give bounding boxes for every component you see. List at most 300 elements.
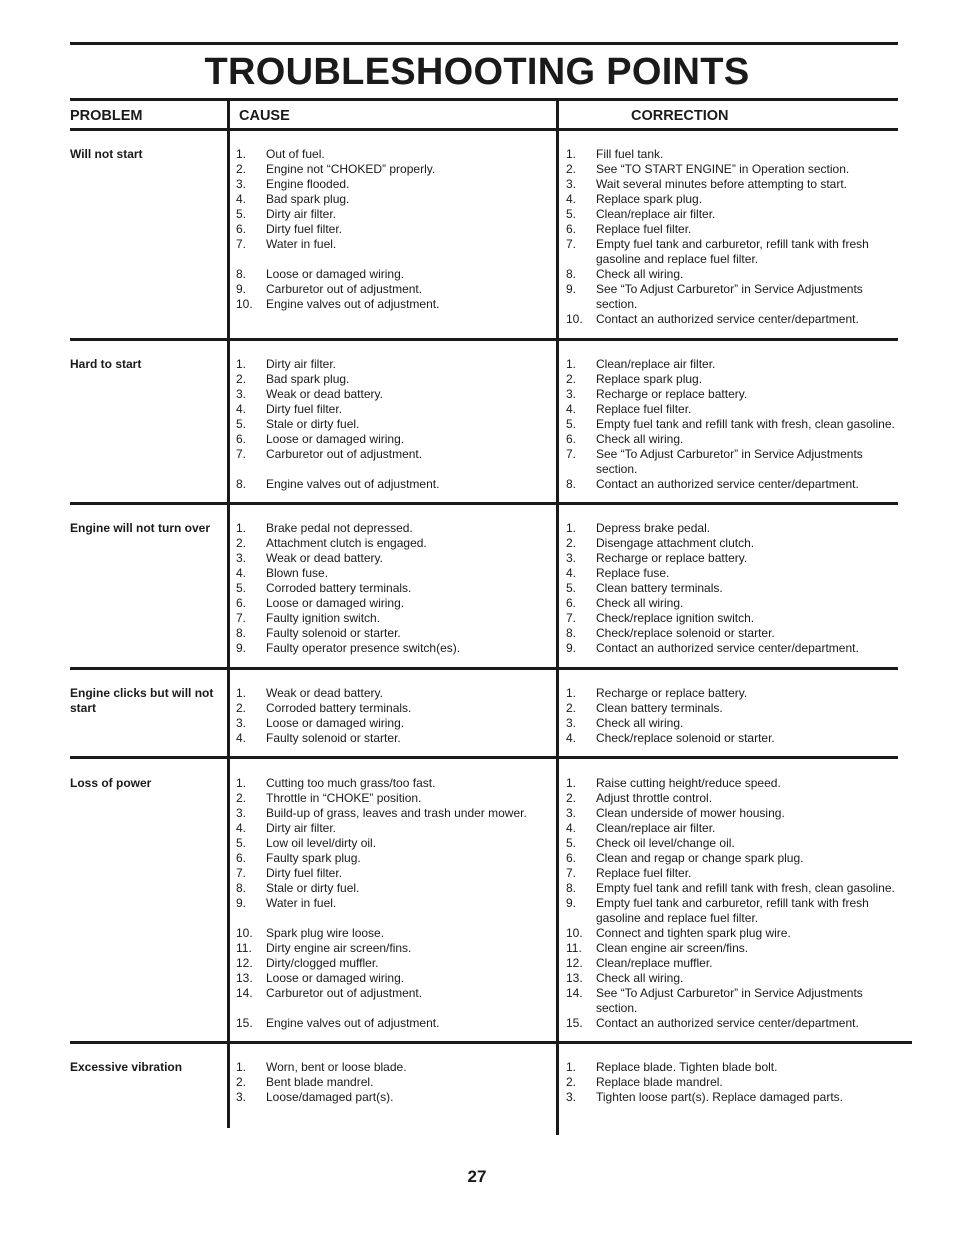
item-text: Weak or dead battery. — [266, 551, 383, 565]
item-text: Empty fuel tank and carburetor, refill tank with fresh gasoline and replace fuel filter. — [596, 237, 869, 266]
item-text: Adjust throttle control. — [596, 791, 713, 805]
item-number: 3. — [566, 1090, 577, 1104]
correction-list — [566, 686, 896, 746]
item-number: 2. — [566, 791, 577, 805]
item-number: 8. — [566, 626, 577, 640]
item-number: 15. — [236, 1016, 253, 1030]
row-divider — [70, 756, 898, 759]
item-text: Empty fuel tank and refill tank with fresh, clean gasoline. — [596, 417, 895, 431]
list-item — [236, 971, 554, 986]
item-text: Bad spark plug. — [266, 192, 350, 206]
list-item — [236, 611, 554, 626]
item-text: Replace fuel filter. — [596, 402, 692, 416]
item-number: 7. — [236, 611, 247, 625]
item-number: 10. — [236, 297, 253, 311]
item-number: 8. — [236, 477, 247, 491]
cause-list — [236, 147, 554, 312]
list-item — [566, 1060, 896, 1075]
list-item — [566, 551, 896, 566]
list-item — [566, 267, 896, 282]
list-item — [236, 147, 554, 162]
list-item — [566, 387, 896, 402]
cause-list — [236, 686, 554, 746]
list-item — [236, 926, 554, 941]
item-text: Build-up of grass, leaves and trash under mower. — [266, 806, 527, 820]
problem-label: Engine will not turn over — [70, 521, 211, 535]
item-number: 4. — [566, 402, 577, 416]
item-text: Clean battery terminals. — [596, 701, 723, 715]
list-item — [566, 881, 896, 896]
item-number: 7. — [236, 866, 247, 880]
item-number: 9. — [236, 896, 247, 910]
item-number: 5. — [236, 836, 247, 850]
list-item — [236, 701, 554, 716]
list-item — [236, 192, 554, 207]
item-text: Stale or dirty fuel. — [266, 881, 360, 895]
item-number: 1. — [236, 521, 247, 535]
header-bottom-rule — [70, 128, 898, 131]
list-item — [566, 282, 896, 312]
list-item — [236, 806, 554, 821]
item-number: 2. — [566, 372, 577, 386]
item-text: Contact an authorized service center/department. — [596, 641, 859, 655]
item-text: Water in fuel. — [266, 237, 337, 251]
item-text: Check/replace solenoid or starter. — [596, 731, 775, 745]
item-text: Replace blade. Tighten blade bolt. — [596, 1060, 778, 1074]
item-text: Engine not “CHOKED” properly. — [266, 162, 436, 176]
list-item — [236, 836, 554, 851]
item-text: Replace spark plug. — [596, 192, 703, 206]
list-item — [566, 1016, 896, 1031]
list-item — [236, 477, 554, 492]
item-number: 9. — [236, 641, 247, 655]
list-item — [236, 297, 554, 312]
item-number: 11. — [566, 941, 582, 955]
item-number: 6. — [236, 222, 247, 236]
top-rule — [70, 42, 898, 45]
item-number: 6. — [566, 851, 577, 865]
list-item — [566, 536, 896, 551]
problem-label: Engine clicks but will not start — [70, 686, 214, 715]
item-number: 2. — [566, 701, 577, 715]
list-item — [566, 701, 896, 716]
item-number: 10. — [566, 926, 583, 940]
item-text: Contact an authorized service center/department. — [596, 1016, 859, 1030]
list-item — [236, 372, 554, 387]
item-text: Faulty spark plug. — [266, 851, 361, 865]
item-number: 7. — [566, 447, 577, 461]
problem-label: Loss of power — [70, 776, 152, 790]
item-number: 9. — [236, 282, 247, 296]
list-item — [236, 387, 554, 402]
item-number: 6. — [236, 596, 247, 610]
item-number: 1. — [236, 357, 247, 371]
item-number: 3. — [566, 806, 577, 820]
list-item — [236, 791, 554, 806]
item-number: 1. — [566, 521, 577, 535]
header-correction: CORRECTION — [631, 108, 729, 124]
list-item — [236, 1016, 554, 1031]
item-text: Engine flooded. — [266, 177, 350, 191]
item-number: 6. — [236, 851, 247, 865]
row-divider — [70, 1041, 912, 1044]
list-item — [566, 566, 896, 581]
list-item — [566, 821, 896, 836]
list-item — [236, 596, 554, 611]
list-item — [566, 596, 896, 611]
list-item — [236, 222, 554, 237]
item-number: 2. — [566, 536, 577, 550]
page-title: TROUBLESHOOTING POINTS — [204, 51, 750, 93]
list-item — [566, 941, 896, 956]
item-number: 1. — [566, 357, 577, 371]
item-text: Replace blade mandrel. — [596, 1075, 723, 1089]
item-number: 7. — [566, 237, 577, 251]
list-item — [566, 776, 896, 791]
list-item — [566, 357, 896, 372]
item-number: 7. — [566, 866, 577, 880]
item-text: See “To Adjust Carburetor” in Service Adjustments section. — [596, 447, 863, 476]
item-number: 2. — [566, 162, 577, 176]
item-text: Bent blade mandrel. — [266, 1075, 374, 1089]
item-number: 7. — [566, 611, 577, 625]
list-item — [566, 477, 896, 492]
item-number: 5. — [566, 207, 577, 221]
cause-list — [236, 357, 554, 492]
list-item — [236, 731, 554, 746]
list-item — [236, 866, 554, 881]
item-text: Check oil level/change oil. — [596, 836, 735, 850]
list-item — [236, 551, 554, 566]
list-item — [236, 447, 554, 462]
item-text: Contact an authorized service center/department. — [596, 312, 859, 326]
item-text: Clean underside of mower housing. — [596, 806, 785, 820]
item-text: Clean battery terminals. — [596, 581, 723, 595]
item-number: 5. — [236, 417, 247, 431]
list-item — [236, 881, 554, 896]
list-item — [236, 986, 554, 1001]
list-item — [236, 237, 554, 252]
item-number: 5. — [566, 581, 577, 595]
item-number: 3. — [566, 716, 577, 730]
header-problem: PROBLEM — [70, 108, 143, 124]
item-text: Weak or dead battery. — [266, 686, 383, 700]
list-item — [236, 267, 554, 282]
item-text: Carburetor out of adjustment. — [266, 986, 423, 1000]
list-item — [566, 641, 896, 656]
item-number: 4. — [236, 402, 247, 416]
item-number: 7. — [236, 237, 247, 251]
item-text: Dirty air filter. — [266, 357, 337, 371]
item-text: Engine valves out of adjustment. — [266, 1016, 440, 1030]
item-number: 1. — [236, 147, 247, 161]
list-item — [236, 716, 554, 731]
item-text: Loose or damaged wiring. — [266, 596, 405, 610]
item-number: 3. — [236, 806, 247, 820]
list-item — [236, 626, 554, 641]
item-text: Bad spark plug. — [266, 372, 350, 386]
item-text: Worn, bent or loose blade. — [266, 1060, 407, 1074]
list-item — [236, 282, 554, 297]
item-text: Raise cutting height/reduce speed. — [596, 776, 781, 790]
item-text: Faulty solenoid or starter. — [266, 731, 401, 745]
item-text: Fill fuel tank. — [596, 147, 664, 161]
item-number: 3. — [566, 387, 577, 401]
item-text: Check/replace ignition switch. — [596, 611, 755, 625]
item-number: 1. — [566, 686, 577, 700]
list-item — [236, 941, 554, 956]
list-item — [236, 956, 554, 971]
list-item — [566, 791, 896, 806]
item-text: Faulty solenoid or starter. — [266, 626, 401, 640]
item-number: 8. — [566, 881, 577, 895]
item-number: 12. — [566, 956, 583, 970]
item-text: See “To Adjust Carburetor” in Service Adjustments section. — [596, 986, 863, 1015]
item-text: Dirty fuel filter. — [266, 402, 343, 416]
item-text: Dirty fuel filter. — [266, 866, 343, 880]
item-number: 3. — [236, 716, 247, 730]
item-text: Wait several minutes before attempting to start. — [596, 177, 847, 191]
item-text: See “TO START ENGINE” in Operation section. — [596, 162, 850, 176]
list-item — [236, 1060, 554, 1075]
item-number: 14. — [236, 986, 253, 1000]
list-item — [566, 372, 896, 387]
list-item — [566, 1090, 896, 1105]
item-number: 1. — [566, 147, 577, 161]
item-text: Water in fuel. — [266, 896, 337, 910]
item-number: 3. — [236, 177, 247, 191]
list-item — [566, 417, 896, 432]
item-text: Carburetor out of adjustment. — [266, 447, 423, 461]
list-item — [236, 432, 554, 447]
item-text: Loose or damaged wiring. — [266, 267, 405, 281]
item-text: Stale or dirty fuel. — [266, 417, 360, 431]
list-item — [566, 402, 896, 417]
item-number: 9. — [566, 282, 577, 296]
item-number: 2. — [566, 1075, 577, 1089]
item-text: Corroded battery terminals. — [266, 581, 412, 595]
list-item — [566, 836, 896, 851]
list-item — [566, 432, 896, 447]
correction-list — [566, 1060, 896, 1105]
item-text: Brake pedal not depressed. — [266, 521, 413, 535]
item-text: Engine valves out of adjustment. — [266, 297, 440, 311]
item-text: Empty fuel tank and refill tank with fresh, clean gasoline. — [596, 881, 895, 895]
list-item — [236, 357, 554, 372]
item-text: Dirty engine air screen/fins. — [266, 941, 412, 955]
item-number: 2. — [236, 536, 247, 550]
list-item — [236, 566, 554, 581]
item-text: Loose/damaged part(s). — [266, 1090, 394, 1104]
list-item — [566, 521, 896, 536]
list-item — [566, 716, 896, 731]
item-number: 9. — [566, 896, 577, 910]
list-item — [566, 237, 896, 267]
item-number: 5. — [236, 581, 247, 595]
item-number: 9. — [566, 641, 577, 655]
list-item — [236, 686, 554, 701]
item-text: Blown fuse. — [266, 566, 329, 580]
correction-list — [566, 776, 896, 1031]
item-text: Clean/replace air filter. — [596, 357, 716, 371]
item-number: 8. — [566, 477, 577, 491]
item-number: 4. — [566, 821, 577, 835]
item-text: Loose or damaged wiring. — [266, 716, 405, 730]
item-number: 8. — [236, 881, 247, 895]
item-text: Dirty fuel filter. — [266, 222, 343, 236]
list-item — [236, 162, 554, 177]
item-text: Replace fuel filter. — [596, 222, 692, 236]
item-number: 7. — [236, 447, 247, 461]
item-number: 4. — [236, 821, 247, 835]
item-number: 3. — [566, 551, 577, 565]
problem-label: Will not start — [70, 147, 143, 161]
list-item — [566, 1075, 896, 1090]
item-text: Dirty/clogged muffler. — [266, 956, 379, 970]
list-item — [236, 1090, 554, 1105]
list-item — [566, 851, 896, 866]
item-number: 11. — [236, 941, 252, 955]
correction-column-divider — [556, 98, 559, 1135]
list-item — [566, 222, 896, 237]
item-number: 3. — [236, 387, 247, 401]
list-item — [566, 147, 896, 162]
item-number: 10. — [236, 926, 253, 940]
item-text: See “To Adjust Carburetor” in Service Adjustments section. — [596, 282, 863, 311]
header-cause: CAUSE — [239, 108, 290, 124]
cause-list — [236, 1060, 554, 1105]
item-number: 2. — [236, 162, 247, 176]
item-number: 13. — [566, 971, 583, 985]
list-item — [566, 626, 896, 641]
item-text: Check all wiring. — [596, 432, 684, 446]
row-divider — [70, 667, 898, 670]
list-item — [566, 177, 896, 192]
item-number: 4. — [566, 192, 577, 206]
cause-list — [236, 776, 554, 1031]
item-text: Carburetor out of adjustment. — [266, 282, 423, 296]
list-item — [236, 417, 554, 432]
item-number: 2. — [236, 1075, 247, 1089]
item-text: Clean/replace air filter. — [596, 207, 716, 221]
item-number: 6. — [566, 432, 577, 446]
list-item — [566, 971, 896, 986]
list-item — [566, 581, 896, 596]
list-item — [566, 686, 896, 701]
row-divider — [70, 502, 898, 505]
item-text: Faulty operator presence switch(es). — [266, 641, 461, 655]
item-text: Clean and regap or change spark plug. — [596, 851, 804, 865]
item-text: Dirty air filter. — [266, 821, 337, 835]
item-text: Check all wiring. — [596, 596, 684, 610]
item-number: 14. — [566, 986, 583, 1000]
item-number: 4. — [566, 566, 577, 580]
item-text: Low oil level/dirty oil. — [266, 836, 377, 850]
item-text: Disengage attachment clutch. — [596, 536, 755, 550]
item-number: 8. — [236, 626, 247, 640]
correction-list — [566, 357, 896, 492]
list-item — [236, 641, 554, 656]
item-text: Loose or damaged wiring. — [266, 971, 405, 985]
cause-list — [236, 521, 554, 656]
item-number: 6. — [566, 596, 577, 610]
item-text: Clean/replace air filter. — [596, 821, 716, 835]
row-divider — [70, 338, 898, 341]
list-item — [566, 806, 896, 821]
item-number: 6. — [566, 222, 577, 236]
list-item — [236, 402, 554, 417]
list-item — [236, 521, 554, 536]
correction-list — [566, 147, 896, 327]
item-number: 5. — [236, 207, 247, 221]
list-item — [566, 986, 896, 1016]
item-text: Depress brake pedal. — [596, 521, 711, 535]
item-number: 1. — [236, 776, 247, 790]
item-number: 3. — [566, 177, 577, 191]
item-number: 8. — [566, 267, 577, 281]
list-item — [566, 312, 896, 327]
list-item — [236, 1075, 554, 1090]
item-text: Cutting too much grass/too fast. — [266, 776, 436, 790]
problem-label: Excessive vibration — [70, 1060, 183, 1074]
item-text: Attachment clutch is engaged. — [266, 536, 427, 550]
list-item — [566, 447, 896, 477]
list-item — [236, 536, 554, 551]
item-text: Recharge or replace battery. — [596, 387, 748, 401]
list-item — [566, 896, 896, 926]
item-number: 2. — [236, 791, 247, 805]
list-item — [566, 207, 896, 222]
problem-label: Hard to start — [70, 357, 142, 371]
item-number: 4. — [236, 566, 247, 580]
item-number: 5. — [566, 417, 577, 431]
item-number: 15. — [566, 1016, 583, 1030]
list-item — [566, 611, 896, 626]
page-number: 27 — [467, 1167, 487, 1186]
list-item — [566, 866, 896, 881]
item-text: Replace fuel filter. — [596, 866, 692, 880]
item-number: 8. — [236, 267, 247, 281]
item-number: 1. — [236, 686, 247, 700]
item-text: Dirty air filter. — [266, 207, 337, 221]
item-number: 5. — [566, 836, 577, 850]
item-text: Corroded battery terminals. — [266, 701, 412, 715]
list-item — [236, 177, 554, 192]
item-number: 1. — [566, 1060, 577, 1074]
item-text: Check all wiring. — [596, 971, 684, 985]
item-number: 12. — [236, 956, 253, 970]
item-text: Throttle in “CHOKE” position. — [266, 791, 422, 805]
item-text: Clean engine air screen/fins. — [596, 941, 749, 955]
list-item — [566, 926, 896, 941]
item-text: Recharge or replace battery. — [596, 686, 748, 700]
item-text: Engine valves out of adjustment. — [266, 477, 440, 491]
correction-list — [566, 521, 896, 656]
item-text: Loose or damaged wiring. — [266, 432, 405, 446]
item-number: 2. — [236, 701, 247, 715]
cause-column-divider — [227, 98, 230, 1128]
item-text: Spark plug wire loose. — [266, 926, 385, 940]
item-number: 6. — [236, 432, 247, 446]
list-item — [236, 821, 554, 836]
item-text: Check all wiring. — [596, 716, 684, 730]
item-text: Connect and tighten spark plug wire. — [596, 926, 791, 940]
list-item — [566, 162, 896, 177]
item-number: 3. — [236, 1090, 247, 1104]
list-item — [566, 731, 896, 746]
item-text: Replace fuse. — [596, 566, 670, 580]
item-number: 2. — [236, 372, 247, 386]
